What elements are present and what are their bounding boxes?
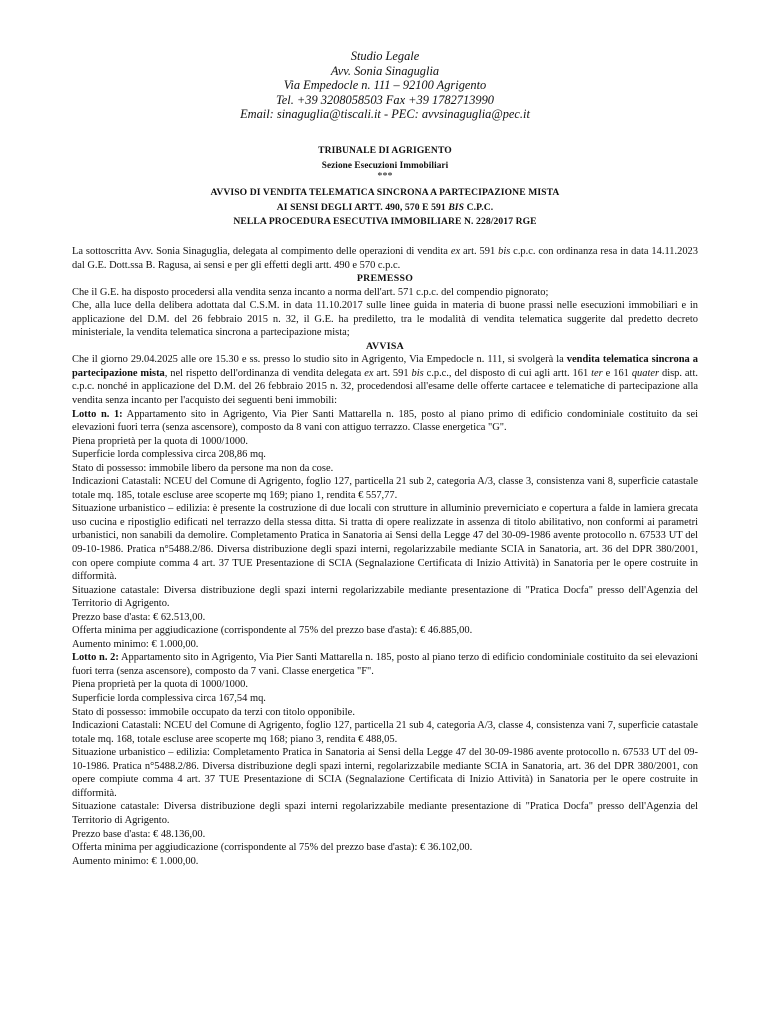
premesso-paragraph-1: Che il G.E. ha disposto procedersi alla vendita senza incanto a norma dell'art. 571 c.p.c. del compendio pignorato; — [72, 286, 549, 298]
avvisa-text: art. 591 — [373, 367, 412, 379]
lotto-1-description — [72, 408, 698, 435]
lotto-2-possesso: Stato di possesso: immobile occupato da terzi con titolo opponibile. — [72, 706, 355, 718]
lotto-2-prezzo: Prezzo base d'asta: € 48.136,00. — [72, 828, 206, 840]
court-header — [72, 144, 698, 229]
letterhead — [72, 0, 698, 122]
lotto-2-proprieta: Piena proprietà per la quota di 1000/1000. — [72, 679, 248, 691]
premesso-heading: PREMESSO — [356, 273, 414, 285]
document-body — [72, 245, 698, 868]
avvisa-vendita-bold: vendita telematica sincrona a partecipazione mista — [72, 354, 698, 379]
lotto-1-label: Lotto n. 1: — [72, 408, 123, 420]
lotto-2-offerta: Offerta minima per aggiudicazione (corrispondente al 75% del prezzo base d'asta): € 36.102,00. — [72, 842, 473, 854]
lotto-2-aumento: Aumento minimo: € 1.000,00. — [72, 855, 199, 867]
lotto-2-catastale: Situazione catastale: Diversa distribuzione degli spazi interni regolarizzabile mediante presentazione di "Pratica Docfa" presso dell'Agenzia del Territorio di Agrigento. — [72, 801, 698, 826]
lotto-2-superficie: Superficie lorda complessiva circa 167,54 mq. — [72, 693, 266, 705]
lotto-2-catastali: Indicazioni Catastali: NCEU del Comune di Agrigento, foglio 127, particella 21 sub 4, categoria A/3, classe 4, consistenza vani 7, superficie catastale totale mq. 168, totale escluse aree scoperte mq 168; piano 3, rendita € 488,05. — [72, 720, 698, 745]
procedura-title: NELLA PROCEDURA ESECUTIVA IMMOBILIARE N. 228/2017 RGE — [233, 215, 537, 227]
lotto-1-desc-text: Appartamento sito in Agrigento, Via Pier Santi Mattarella n. 185, posto al piano primo di edificio condominiale costituito da sei elevazioni fuori terra (senza ascensore), composto da 8 vani con attiguo terrazzo. Classe energetica "G". — [72, 408, 698, 434]
avvisa-heading: AVVISA — [365, 340, 405, 352]
tribunale-title: TRIBUNALE DI AGRIGENTO — [318, 144, 452, 156]
letterhead-lawyer: Avv. Sonia Sinaguglia — [330, 63, 440, 78]
lotto-1-prezzo: Prezzo base d'asta: € 62.513,00. — [72, 611, 206, 623]
separator-stars: *** — [377, 171, 393, 183]
intro-bis: bis — [498, 245, 511, 257]
avviso-subtitle-a: AI SENSI DEGLI ARTT. 490, 570 E 591 — [276, 201, 449, 213]
sezione-title: Sezione Esecuzioni Immobiliari — [321, 160, 449, 171]
lotto-2-description — [72, 651, 698, 678]
letterhead-studio: Studio Legale — [350, 49, 420, 63]
avvisa-text: Che il giorno 29.04.2025 alle ore 15.30 e ss. presso lo studio sito in Agrigento, Via Empedocle n. 111, si svolgerà la — [72, 354, 567, 366]
intro-paragraph — [72, 245, 698, 272]
avvisa-text: c.p.c., del disposto di cui agli artt. 161 — [423, 367, 592, 379]
intro-ex: ex — [450, 245, 461, 257]
lotto-1-possesso: Stato di possesso: immobile libero da persone ma non da cose. — [72, 462, 334, 474]
avvisa-ex: ex — [364, 367, 374, 379]
letterhead-email: Email: sinaguglia@tiscali.it - PEC: avvsinaguglia@pec.it — [240, 107, 530, 122]
letterhead-phone: Tel. +39 3208058503 Fax +39 1782713990 — [276, 92, 494, 107]
lotto-2-desc-text: Appartamento sito in Agrigento, Via Pier Santi Mattarella n. 185, posto al piano terzo di edificio condominiale costituito da sei elevazioni fuori terra (senza ascensore), composto da 7 vani. Classe energetica "F". — [72, 652, 698, 677]
intro-text: c.p.c. con ordinanza resa in data 14.11.2023 dal G.E. Dott.ssa B. Ragusa, ai sensi e per gli effetti degli artt. 490 e 570 c.p.c. — [72, 245, 698, 271]
lotto-1-catastale: Situazione catastale: Diversa distribuzione degli spazi interni regolarizzabile mediante presentazione di "Pratica Docfa" presso dell'Agenzia del Territorio di Agrigento. — [72, 584, 698, 610]
lotto-1-superficie: Superficie lorda complessiva circa 208,86 mq. — [72, 449, 266, 461]
avviso-title: AVVISO DI VENDITA TELEMATICA SINCRONA A PARTECIPAZIONE MISTA — [210, 187, 560, 199]
lotto-1-catastali: Indicazioni Catastali: NCEU del Comune di Agrigento, foglio 127, particella 21 sub 2, categoria A/3, classe 3, consistenza vani 8, superficie catastale totale mq. 185, totale escluse aree scoperte mq 169; piano 1, rendita € 557,77. — [72, 476, 698, 501]
avvisa-bis: bis — [411, 367, 424, 379]
avvisa-paragraph — [72, 353, 698, 407]
premesso-paragraph-2: Che, alla luce della delibera adottata dal C.S.M. in data 11.10.2017 sulle linee guida in materia di buone prassi nelle esecuzioni immobiliari e in applicazione del D.M. del 26 febbraio 2015 n. 32, il G.E. ha prediletto, tra le modalità di vendita telematica suggerite dal predetto decreto ministeriale, la vendita telematica sincrona a partecipazione mista; — [72, 300, 698, 339]
avviso-subtitle-bis: BIS — [448, 201, 465, 213]
avvisa-quater: quater — [631, 367, 660, 379]
lotto-1-aumento: Aumento minimo: € 1.000,00. — [72, 638, 199, 650]
lotto-1-proprieta: Piena proprietà per la quota di 1000/1000. — [72, 435, 248, 447]
intro-text: La sottoscritta Avv. Sonia Sinaguglia, delegata al compimento delle operazioni di vendita — [72, 245, 451, 257]
lotto-1-urbanistica: Situazione urbanistico – edilizia: è presente la costruzione di due locali con strutture in alluminio preverniciato e copertura a falde in lamiera grecata uso cucina e ripostiglio edificati nel terrazzo della stessa ditta. Si tratta di opere realizzate in assenza di titolo abilitativo, non conformi ai parametri urbanistici, non sanabili da demolire. Completamento Pratica in Sanatoria ai Sensi della Legge 47 del 30-09-1986 avente protocollo n. 67533 UT del 09-10-1986. Pratica n°5488.2/86. Diversa distribuzione degli spazi interni, regolarizzabile mediante SCIA in Sanatoria, art. 36 del DPR 380/2001, con opere compiute comma 4 art. 37 TUE Presentazione di SCIA (Segnalazione Certificata di Inizio Attività) in Sanatoria per le opere costruite in difformità. — [72, 503, 698, 583]
avviso-subtitle — [72, 201, 698, 215]
avviso-subtitle-c: C.P.C. — [464, 201, 494, 213]
lotto-1-offerta: Offerta minima per aggiudicazione (corrispondente al 75% del prezzo base d'asta): € 46.885,00. — [72, 625, 473, 637]
avvisa-text: disp. att. c.p.c. nonché in applicazione del D.M. del 26 febbraio 2015 n. 32, procedendosi all'esame delle offerte cartacee e telematiche di partecipazione alla vendita senza incanto per l'acquisto dei seguenti beni immobili: — [72, 367, 698, 406]
avvisa-ter: ter — [591, 367, 603, 379]
avvisa-text: , nel rispetto dell'ordinanza di vendita delegata — [164, 367, 365, 379]
lotto-2-label: Lotto n. 2: — [72, 652, 119, 664]
lotto-2-urbanistica: Situazione urbanistico – edilizia: Completamento Pratica in Sanatoria ai Sensi della Legge 47 del 30-09-1986 avente protocollo n. 67533 UT del 09-10-1986. Pratica n°5488.2/86. Diversa distribuzione degli spazi interni, regolarizzabile mediante SCIA in Sanatoria, art. 36 del DPR 380/2001, con opere compiute comma 4 art. 37 TUE Presentazione di SCIA (Segnalazione Certificata di Inizio Attività) in Sanatoria per le opere costruite in difformità. — [72, 747, 698, 799]
letterhead-address: Via Empedocle n. 111 – 92100 Agrigento — [283, 78, 487, 93]
avvisa-text: e 161 — [602, 367, 632, 379]
intro-text: art. 591 — [460, 245, 499, 257]
